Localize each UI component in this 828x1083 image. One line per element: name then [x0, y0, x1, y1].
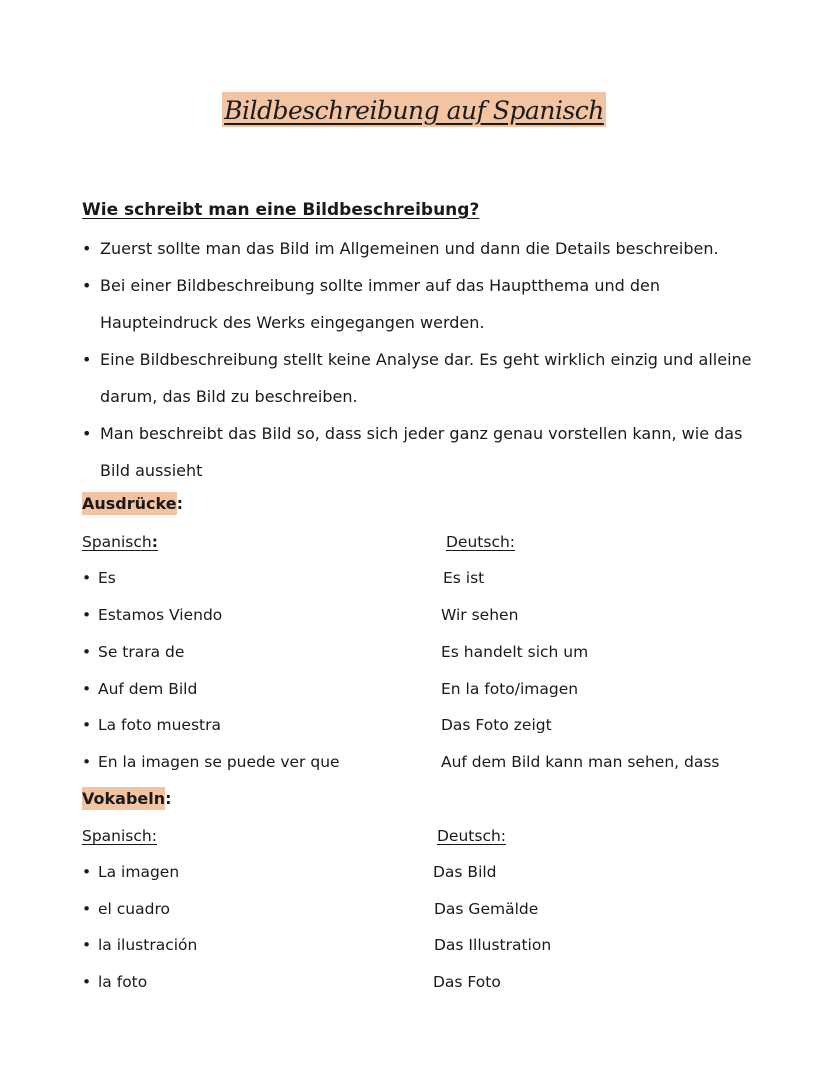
ausdruecke-label-colon: : — [176, 494, 183, 513]
ausdruecke-label-text: Ausdrücke — [82, 494, 177, 513]
intro-heading: Wie schreibt man eine Bildbeschreibung? — [82, 200, 480, 220]
intro-bullet: • Bei einer Bildbeschreibung sollte immer auf das Hauptthema und den Haupteindruck des Werks eingegangen werden. — [82, 267, 752, 341]
ausdruecke-es: • Es — [82, 569, 116, 587]
ausdruecke-es: • En la imagen se puede ver que — [82, 753, 340, 771]
ausdruecke-label — [82, 494, 183, 513]
vokabeln-es: • el cuadro — [82, 900, 170, 918]
ausdruecke-de: Es ist — [443, 569, 485, 587]
vokabeln-col-spanisch: Spanisch: — [82, 827, 157, 845]
ausdruecke-col-spanisch — [82, 533, 158, 551]
intro-bullet: • Zuerst sollte man das Bild im Allgemeinen und dann die Details beschreiben. — [82, 230, 752, 267]
vokabeln-es: • La imagen — [82, 863, 179, 881]
ausdruecke-es: • Auf dem Bild — [82, 680, 197, 698]
vokabeln-label — [82, 789, 172, 808]
ausdruecke-de: Wir sehen — [441, 606, 519, 624]
page-title: Bildbeschreibung auf Spanisch — [222, 92, 606, 127]
ausdruecke-de: Es handelt sich um — [441, 643, 589, 661]
ausdruecke-col-spanisch-colon: : — [151, 533, 158, 551]
ausdruecke-es: • La foto muestra — [82, 716, 221, 734]
title-container — [0, 92, 828, 127]
ausdruecke-col-deutsch: Deutsch: — [446, 533, 516, 551]
intro-bullet: • Eine Bildbeschreibung stellt keine Analyse dar. Es geht wirklich einzig und alleine darum, das Bild zu beschreiben. — [82, 341, 752, 415]
ausdruecke-de: Auf dem Bild kann man sehen, dass — [441, 753, 720, 771]
ausdruecke-de: En la foto/imagen — [441, 680, 579, 698]
intro-bullet: • Man beschreibt das Bild so, dass sich jeder ganz genau vorstellen kann, wie das Bild aussieht — [82, 415, 752, 489]
vokabeln-de: Das Gemälde — [434, 900, 539, 918]
vokabeln-label-colon: : — [165, 789, 172, 808]
vokabeln-es: • la ilustración — [82, 936, 197, 954]
ausdruecke-col-spanisch-text: Spanisch — [82, 533, 152, 551]
vokabeln-de: Das Bild — [433, 863, 497, 881]
ausdruecke-es: • Estamos Viendo — [82, 606, 222, 624]
vokabeln-de: Das Foto — [433, 973, 501, 991]
vokabeln-de: Das Illustration — [434, 936, 552, 954]
intro-bullet-list — [82, 230, 752, 489]
ausdruecke-es: • Se trara de — [82, 643, 184, 661]
vokabeln-es: • la foto — [82, 973, 147, 991]
vokabeln-label-text: Vokabeln — [82, 789, 166, 808]
ausdruecke-de: Das Foto zeigt — [441, 716, 552, 734]
vokabeln-col-deutsch: Deutsch: — [437, 827, 507, 845]
